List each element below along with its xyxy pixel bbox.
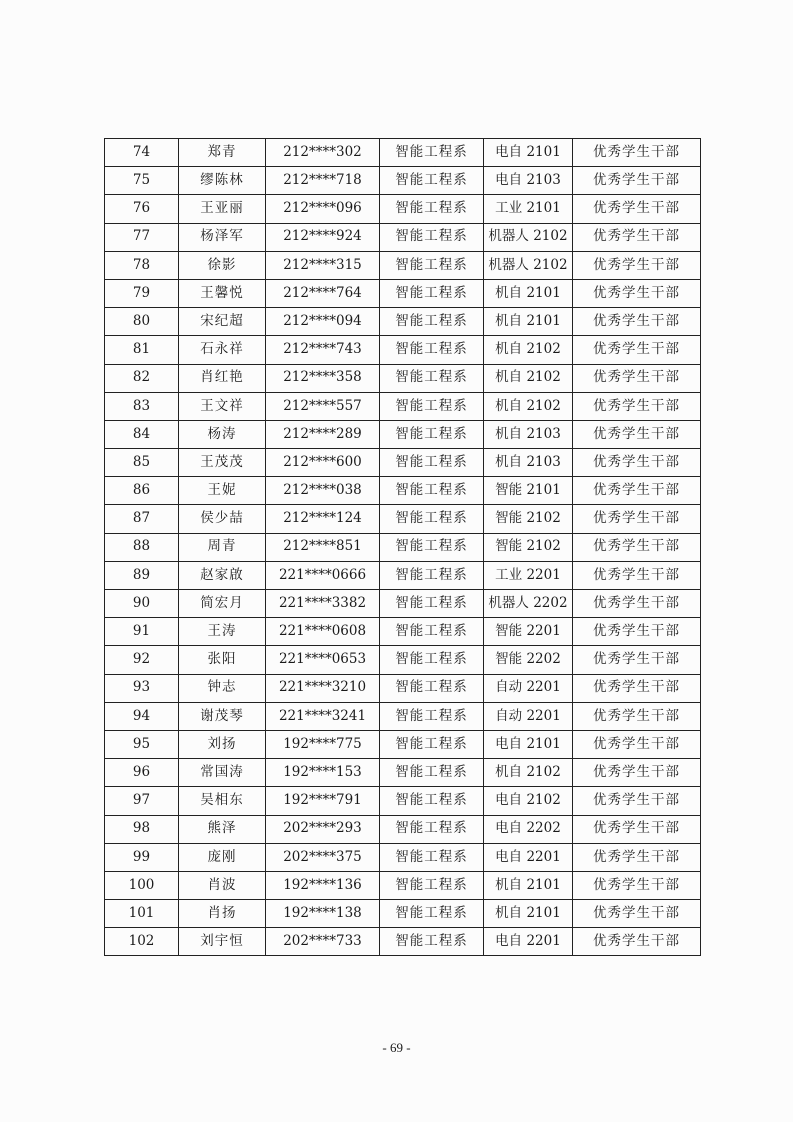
table-row: [105, 900, 701, 928]
award-cell: 优秀学生干部: [573, 279, 701, 307]
student-name-cell: 周青: [179, 533, 266, 561]
award-cell: 优秀学生干部: [573, 618, 701, 646]
class-cell: 智能 2102: [484, 505, 573, 533]
class-cell: 自动 2201: [484, 702, 573, 730]
department-cell: 智能工程系: [380, 646, 484, 674]
row-number-cell: 86: [105, 477, 179, 505]
award-cell: 优秀学生干部: [573, 702, 701, 730]
table-row: [105, 871, 701, 899]
student-id-cell: 212****718: [266, 167, 380, 195]
student-name-cell: 常国涛: [179, 759, 266, 787]
table-row: [105, 561, 701, 589]
student-id-cell: 221****0666: [266, 561, 380, 589]
roster-body: [105, 139, 701, 956]
award-cell: 优秀学生干部: [573, 646, 701, 674]
department-cell: 智能工程系: [380, 420, 484, 448]
class-cell: 机自 2101: [484, 279, 573, 307]
award-cell: 优秀学生干部: [573, 730, 701, 758]
award-roster-table: [104, 138, 701, 956]
department-cell: 智能工程系: [380, 702, 484, 730]
table-row: [105, 195, 701, 223]
student-id-cell: 221****0653: [266, 646, 380, 674]
award-cell: 优秀学生干部: [573, 561, 701, 589]
row-number-cell: 74: [105, 139, 179, 167]
award-cell: 优秀学生干部: [573, 336, 701, 364]
row-number-cell: 77: [105, 223, 179, 251]
award-cell: 优秀学生干部: [573, 759, 701, 787]
student-id-cell: 212****851: [266, 533, 380, 561]
table-row: [105, 590, 701, 618]
class-cell: 自动 2201: [484, 674, 573, 702]
row-number-cell: 95: [105, 730, 179, 758]
row-number-cell: 96: [105, 759, 179, 787]
student-id-cell: 212****924: [266, 223, 380, 251]
class-cell: 工业 2101: [484, 195, 573, 223]
row-number-cell: 88: [105, 533, 179, 561]
row-number-cell: 82: [105, 364, 179, 392]
row-number-cell: 84: [105, 420, 179, 448]
student-id-cell: 221****3210: [266, 674, 380, 702]
student-name-cell: 王馨悦: [179, 279, 266, 307]
table-row: [105, 251, 701, 279]
student-id-cell: 202****733: [266, 928, 380, 956]
table-row: [105, 449, 701, 477]
award-cell: 优秀学生干部: [573, 928, 701, 956]
department-cell: 智能工程系: [380, 505, 484, 533]
department-cell: 智能工程系: [380, 251, 484, 279]
row-number-cell: 91: [105, 618, 179, 646]
award-cell: 优秀学生干部: [573, 505, 701, 533]
class-cell: 智能 2202: [484, 646, 573, 674]
student-name-cell: 杨涛: [179, 420, 266, 448]
student-name-cell: 肖波: [179, 871, 266, 899]
award-cell: 优秀学生干部: [573, 871, 701, 899]
class-cell: 电自 2101: [484, 139, 573, 167]
class-cell: 智能 2201: [484, 618, 573, 646]
department-cell: 智能工程系: [380, 139, 484, 167]
row-number-cell: 87: [105, 505, 179, 533]
class-cell: 机自 2101: [484, 871, 573, 899]
department-cell: 智能工程系: [380, 279, 484, 307]
table-row: [105, 477, 701, 505]
student-id-cell: 212****124: [266, 505, 380, 533]
student-id-cell: 212****302: [266, 139, 380, 167]
student-name-cell: 杨泽军: [179, 223, 266, 251]
award-cell: 优秀学生干部: [573, 449, 701, 477]
department-cell: 智能工程系: [380, 843, 484, 871]
student-id-cell: 212****094: [266, 308, 380, 336]
row-number-cell: 92: [105, 646, 179, 674]
student-id-cell: 212****600: [266, 449, 380, 477]
row-number-cell: 101: [105, 900, 179, 928]
award-cell: 优秀学生干部: [573, 900, 701, 928]
student-id-cell: 212****096: [266, 195, 380, 223]
row-number-cell: 83: [105, 392, 179, 420]
student-id-cell: 212****038: [266, 477, 380, 505]
department-cell: 智能工程系: [380, 730, 484, 758]
department-cell: 智能工程系: [380, 336, 484, 364]
student-id-cell: 192****791: [266, 787, 380, 815]
table-row: [105, 533, 701, 561]
department-cell: 智能工程系: [380, 815, 484, 843]
row-number-cell: 94: [105, 702, 179, 730]
class-cell: 机自 2102: [484, 336, 573, 364]
student-name-cell: 石永祥: [179, 336, 266, 364]
row-number-cell: 81: [105, 336, 179, 364]
department-cell: 智能工程系: [380, 477, 484, 505]
department-cell: 智能工程系: [380, 561, 484, 589]
student-id-cell: 221****3382: [266, 590, 380, 618]
class-cell: 机自 2101: [484, 900, 573, 928]
student-name-cell: 赵家啟: [179, 561, 266, 589]
class-cell: 电自 2101: [484, 730, 573, 758]
table-row: [105, 815, 701, 843]
award-cell: 优秀学生干部: [573, 533, 701, 561]
class-cell: 电自 2201: [484, 843, 573, 871]
award-cell: 优秀学生干部: [573, 420, 701, 448]
student-id-cell: 192****775: [266, 730, 380, 758]
table-row: [105, 646, 701, 674]
class-cell: 机自 2102: [484, 392, 573, 420]
row-number-cell: 80: [105, 308, 179, 336]
class-cell: 机器人 2102: [484, 223, 573, 251]
award-cell: 优秀学生干部: [573, 139, 701, 167]
student-name-cell: 张阳: [179, 646, 266, 674]
department-cell: 智能工程系: [380, 449, 484, 477]
student-name-cell: 王涛: [179, 618, 266, 646]
table-row: [105, 364, 701, 392]
student-id-cell: 212****315: [266, 251, 380, 279]
table-row: [105, 279, 701, 307]
class-cell: 电自 2102: [484, 787, 573, 815]
student-id-cell: 212****743: [266, 336, 380, 364]
table-row: [105, 843, 701, 871]
award-cell: 优秀学生干部: [573, 674, 701, 702]
award-cell: 优秀学生干部: [573, 787, 701, 815]
class-cell: 机自 2102: [484, 364, 573, 392]
award-cell: 优秀学生干部: [573, 590, 701, 618]
class-cell: 机器人 2102: [484, 251, 573, 279]
department-cell: 智能工程系: [380, 787, 484, 815]
row-number-cell: 85: [105, 449, 179, 477]
table-row: [105, 730, 701, 758]
student-name-cell: 王茂茂: [179, 449, 266, 477]
student-name-cell: 简宏月: [179, 590, 266, 618]
class-cell: 机自 2102: [484, 759, 573, 787]
student-id-cell: 192****136: [266, 871, 380, 899]
award-cell: 优秀学生干部: [573, 308, 701, 336]
student-name-cell: 钟志: [179, 674, 266, 702]
student-name-cell: 刘扬: [179, 730, 266, 758]
row-number-cell: 98: [105, 815, 179, 843]
award-cell: 优秀学生干部: [573, 477, 701, 505]
class-cell: 机自 2103: [484, 420, 573, 448]
table-row: [105, 674, 701, 702]
row-number-cell: 89: [105, 561, 179, 589]
row-number-cell: 99: [105, 843, 179, 871]
student-name-cell: 侯少喆: [179, 505, 266, 533]
table-row: [105, 139, 701, 167]
student-id-cell: 202****293: [266, 815, 380, 843]
student-name-cell: 谢茂琴: [179, 702, 266, 730]
department-cell: 智能工程系: [380, 674, 484, 702]
award-cell: 优秀学生干部: [573, 195, 701, 223]
department-cell: 智能工程系: [380, 392, 484, 420]
table-row: [105, 787, 701, 815]
table-row: [105, 336, 701, 364]
table-row: [105, 928, 701, 956]
row-number-cell: 78: [105, 251, 179, 279]
department-cell: 智能工程系: [380, 928, 484, 956]
class-cell: 智能 2101: [484, 477, 573, 505]
student-name-cell: 缪陈林: [179, 167, 266, 195]
student-name-cell: 徐影: [179, 251, 266, 279]
department-cell: 智能工程系: [380, 871, 484, 899]
class-cell: 智能 2102: [484, 533, 573, 561]
student-id-cell: 221****3241: [266, 702, 380, 730]
award-cell: 优秀学生干部: [573, 223, 701, 251]
student-name-cell: 郑青: [179, 139, 266, 167]
table-row: [105, 308, 701, 336]
award-cell: 优秀学生干部: [573, 251, 701, 279]
class-cell: 机器人 2202: [484, 590, 573, 618]
student-id-cell: 202****375: [266, 843, 380, 871]
student-id-cell: 192****138: [266, 900, 380, 928]
award-cell: 优秀学生干部: [573, 843, 701, 871]
table-row: [105, 167, 701, 195]
table-row: [105, 759, 701, 787]
award-cell: 优秀学生干部: [573, 167, 701, 195]
student-id-cell: 192****153: [266, 759, 380, 787]
student-id-cell: 221****0608: [266, 618, 380, 646]
department-cell: 智能工程系: [380, 223, 484, 251]
table-row: [105, 505, 701, 533]
table-row: [105, 420, 701, 448]
table-row: [105, 618, 701, 646]
row-number-cell: 100: [105, 871, 179, 899]
department-cell: 智能工程系: [380, 618, 484, 646]
student-name-cell: 吴相东: [179, 787, 266, 815]
row-number-cell: 90: [105, 590, 179, 618]
student-name-cell: 肖红艳: [179, 364, 266, 392]
class-cell: 工业 2201: [484, 561, 573, 589]
student-name-cell: 熊泽: [179, 815, 266, 843]
student-id-cell: 212****358: [266, 364, 380, 392]
student-id-cell: 212****557: [266, 392, 380, 420]
class-cell: 电自 2201: [484, 928, 573, 956]
department-cell: 智能工程系: [380, 195, 484, 223]
row-number-cell: 76: [105, 195, 179, 223]
department-cell: 智能工程系: [380, 900, 484, 928]
row-number-cell: 97: [105, 787, 179, 815]
award-cell: 优秀学生干部: [573, 392, 701, 420]
student-name-cell: 肖扬: [179, 900, 266, 928]
department-cell: 智能工程系: [380, 533, 484, 561]
table-row: [105, 702, 701, 730]
department-cell: 智能工程系: [380, 759, 484, 787]
class-cell: 电自 2202: [484, 815, 573, 843]
class-cell: 机自 2103: [484, 449, 573, 477]
award-cell: 优秀学生干部: [573, 364, 701, 392]
student-name-cell: 宋纪超: [179, 308, 266, 336]
department-cell: 智能工程系: [380, 364, 484, 392]
department-cell: 智能工程系: [380, 308, 484, 336]
row-number-cell: 93: [105, 674, 179, 702]
award-cell: 优秀学生干部: [573, 815, 701, 843]
table-row: [105, 392, 701, 420]
row-number-cell: 75: [105, 167, 179, 195]
class-cell: 机自 2101: [484, 308, 573, 336]
student-name-cell: 庞刚: [179, 843, 266, 871]
row-number-cell: 79: [105, 279, 179, 307]
department-cell: 智能工程系: [380, 590, 484, 618]
student-name-cell: 王亚丽: [179, 195, 266, 223]
page-number: - 69 -: [382, 1040, 411, 1055]
student-name-cell: 刘宇恒: [179, 928, 266, 956]
student-id-cell: 212****289: [266, 420, 380, 448]
student-name-cell: 王妮: [179, 477, 266, 505]
student-id-cell: 212****764: [266, 279, 380, 307]
student-name-cell: 王文祥: [179, 392, 266, 420]
department-cell: 智能工程系: [380, 167, 484, 195]
row-number-cell: 102: [105, 928, 179, 956]
table-row: [105, 223, 701, 251]
class-cell: 电自 2103: [484, 167, 573, 195]
